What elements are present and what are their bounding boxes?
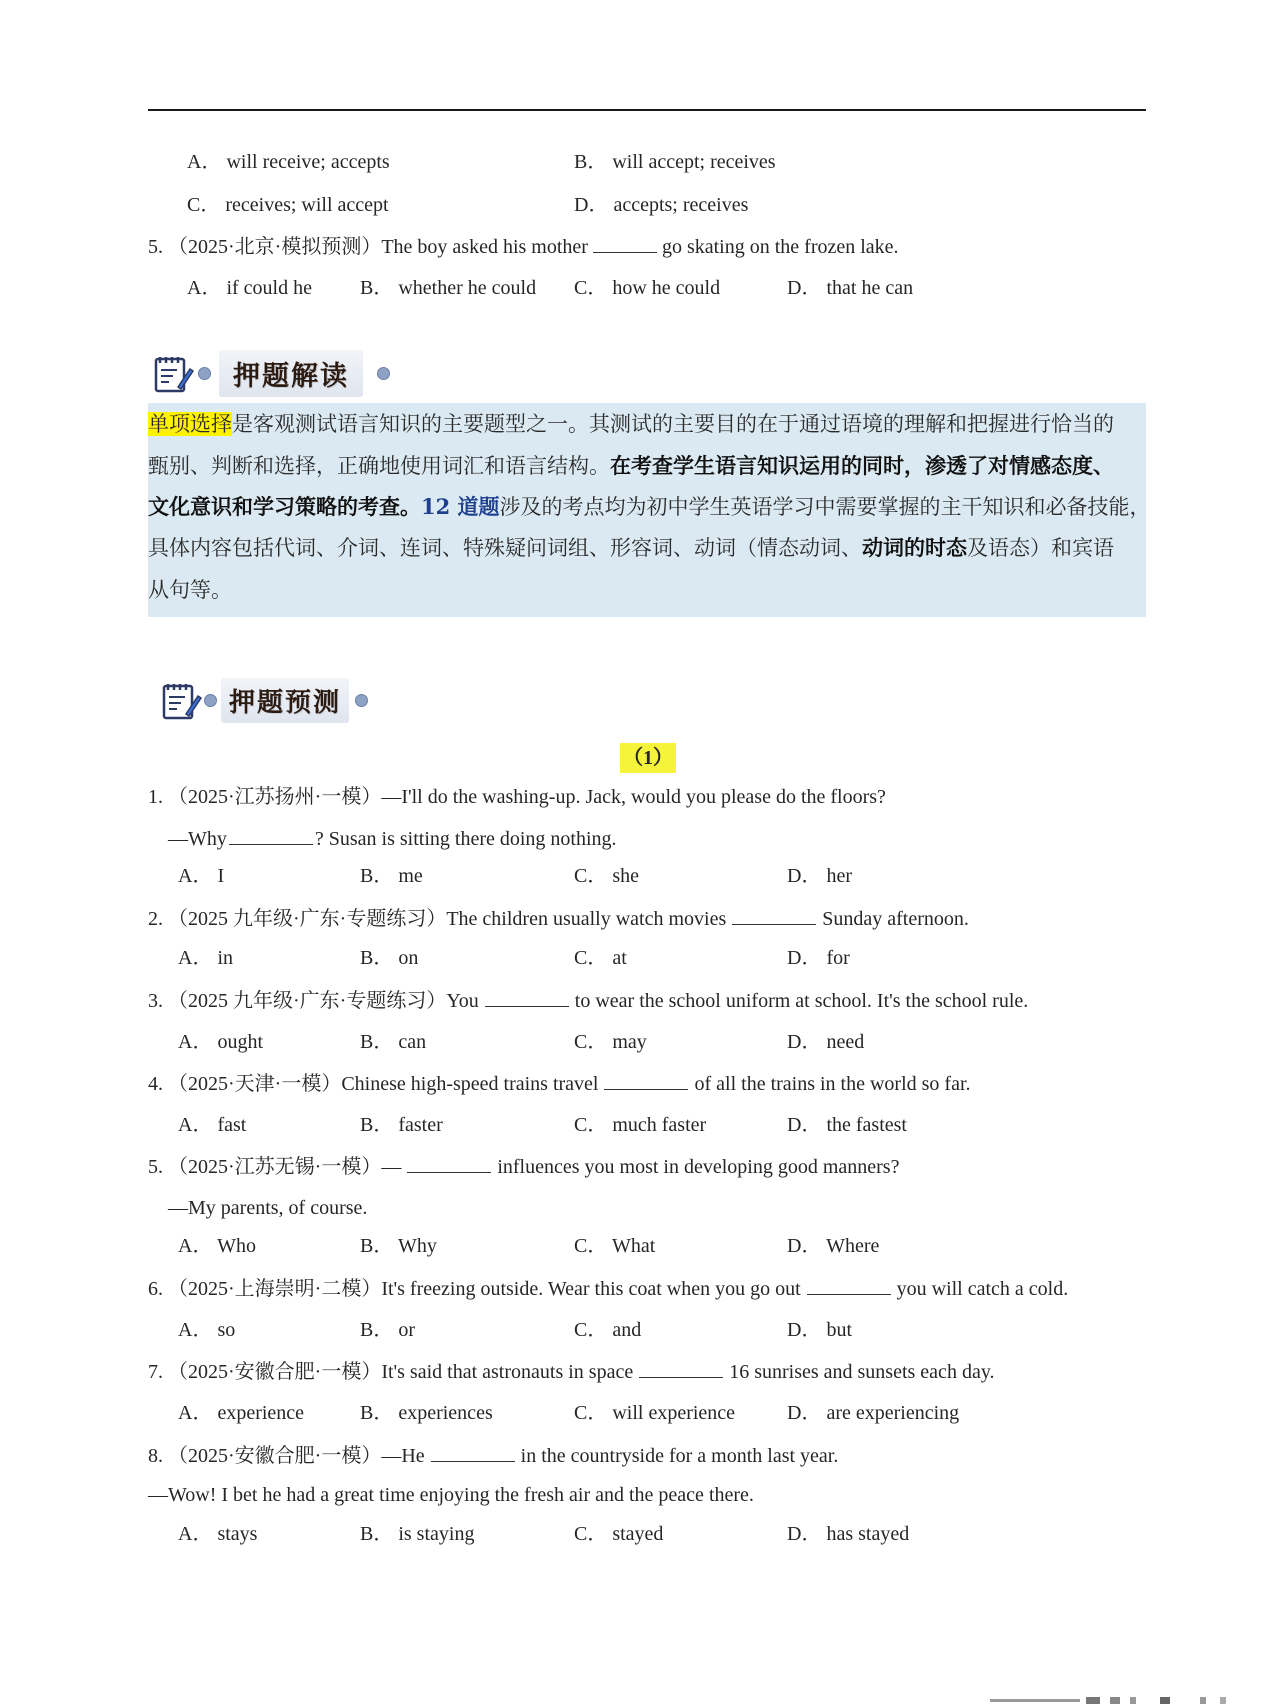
question-text: It's said that astronauts in space bbox=[381, 1361, 634, 1383]
interpret-segment: 涉及的考点均为初中学生英语学习中需要掌握的主干知识和必备技能， bbox=[499, 495, 1151, 519]
section-predict-header bbox=[160, 678, 368, 723]
answer-option: C． What bbox=[574, 1235, 656, 1257]
question-response bbox=[148, 1483, 754, 1507]
interpret-segment: 在考查学生语言知识运用的同时，渗透了对情感态度、 bbox=[610, 453, 1114, 478]
answer-blank bbox=[593, 234, 657, 253]
question-text: —I'll do the washing-up. Jack, would you please do the floors? bbox=[381, 786, 886, 808]
question-number: 5. bbox=[148, 1156, 168, 1178]
question-text: Chinese high-speed trains travel bbox=[341, 1073, 599, 1095]
answer-option: A． ought bbox=[178, 1031, 263, 1053]
question-text: ? Susan is sitting there doing nothing. bbox=[314, 828, 617, 850]
answer-option: B． on bbox=[360, 947, 419, 969]
answer-option: C． she bbox=[574, 865, 639, 887]
answer-option: A． stays bbox=[178, 1523, 258, 1545]
question-stem bbox=[148, 906, 969, 931]
answer-option: A． so bbox=[178, 1319, 236, 1341]
prev-option-a: A． will receive; accepts bbox=[187, 151, 390, 173]
question-number: 2. bbox=[148, 908, 168, 930]
question-stem bbox=[148, 1276, 1068, 1301]
question-5-top-stem: 5. （2025·北京·模拟预测）The boy asked his mother go skating on the frozen lake. bbox=[148, 236, 899, 258]
answer-blank bbox=[229, 826, 313, 845]
question-stem bbox=[148, 1359, 995, 1384]
answer-option: B． or bbox=[360, 1319, 415, 1341]
answer-option: D． her bbox=[787, 865, 852, 887]
question-text: —Why bbox=[168, 828, 227, 850]
q5-top-option-a: A． if could he bbox=[187, 277, 312, 299]
answer-option: A． Who bbox=[178, 1235, 256, 1257]
question-text: in the countryside for a month last year. bbox=[520, 1445, 839, 1467]
q5-top-option-c: C． how he could bbox=[574, 277, 721, 299]
question-response bbox=[168, 826, 617, 851]
q5-top-option-d: D． that he can bbox=[787, 277, 914, 299]
answer-option: A． experience bbox=[178, 1402, 305, 1424]
answer-blank bbox=[485, 988, 569, 1007]
question-stem bbox=[148, 785, 886, 809]
bullet-dot-icon bbox=[377, 367, 390, 380]
question-number: 1. bbox=[148, 786, 168, 808]
question-number: 3. bbox=[148, 990, 168, 1012]
prev-option-b: B． will accept; receives bbox=[574, 151, 776, 173]
header-rule bbox=[148, 109, 1146, 111]
answer-option: C． and bbox=[574, 1319, 642, 1341]
interpret-line bbox=[148, 535, 1114, 561]
interpret-segment: 动词的时态 bbox=[862, 535, 967, 560]
question-text: Sunday afternoon. bbox=[822, 908, 969, 930]
interpret-line bbox=[148, 411, 1114, 437]
interpret-segment: 从句等。 bbox=[148, 578, 232, 602]
answer-blank bbox=[407, 1154, 491, 1173]
question-source: （2025 九年级·广东·专题练习） bbox=[168, 990, 447, 1012]
answer-option: B． Why bbox=[360, 1235, 437, 1257]
question-text: —Wow! I bet he had a great time enjoying the fresh air and the peace there. bbox=[148, 1484, 754, 1506]
question-stem bbox=[148, 1154, 899, 1179]
answer-option: C． may bbox=[574, 1031, 647, 1053]
question-text: — bbox=[381, 1156, 402, 1178]
bullet-dot-icon bbox=[355, 694, 368, 707]
answer-option: C． stayed bbox=[574, 1523, 664, 1545]
interpret-segment: 及语态）和宾语 bbox=[967, 536, 1114, 560]
answer-option: D． for bbox=[787, 947, 850, 969]
question-source: （2025·安徽合肥·一模） bbox=[168, 1445, 382, 1467]
question-text: —My parents, of course. bbox=[168, 1197, 368, 1219]
answer-option: B． faster bbox=[360, 1114, 443, 1136]
answer-option: C． at bbox=[574, 947, 627, 969]
question-stem bbox=[148, 1443, 838, 1468]
question-number: 7. bbox=[148, 1361, 168, 1383]
interpret-segment: 甄别、判断和选择，正确地使用词汇和语言结构。 bbox=[148, 454, 610, 478]
prev-option-d: D． accepts; receives bbox=[574, 194, 749, 216]
answer-option: A． fast bbox=[178, 1114, 247, 1136]
interpret-segment: 12 道题 bbox=[421, 494, 500, 519]
page-footer-bar-icon bbox=[990, 1697, 1270, 1704]
bullet-dot-icon bbox=[198, 367, 211, 380]
question-number: 6. bbox=[148, 1278, 168, 1300]
interpret-segment: 文化意识和学习策略的考查。 bbox=[148, 494, 421, 519]
notepad-icon bbox=[160, 680, 202, 722]
question-text: of all the trains in the world so far. bbox=[694, 1073, 971, 1095]
question-stem bbox=[148, 988, 1028, 1013]
section-interpret-header bbox=[152, 350, 390, 397]
question-text: influences you most in developing good manners? bbox=[497, 1156, 900, 1178]
answer-option: D． Where bbox=[787, 1235, 880, 1257]
answer-blank bbox=[732, 906, 816, 925]
bullet-dot-icon bbox=[204, 694, 217, 707]
question-number: 4. bbox=[148, 1073, 168, 1095]
question-source: （2025·天津·一模） bbox=[168, 1073, 342, 1095]
question-source: （2025·江苏扬州·一模） bbox=[168, 786, 382, 808]
interpret-segment: 单项选择 bbox=[148, 412, 232, 436]
answer-option: C． will experience bbox=[574, 1402, 736, 1424]
question-text: 16 sunrises and sunsets each day. bbox=[729, 1361, 995, 1383]
interpret-line bbox=[148, 577, 232, 603]
prev-option-c: C． receives; will accept bbox=[187, 194, 389, 216]
answer-option: B． experiences bbox=[360, 1402, 493, 1424]
answer-option: D． the fastest bbox=[787, 1114, 907, 1136]
notepad-icon bbox=[152, 353, 194, 395]
question-stem bbox=[148, 1071, 971, 1096]
question-text: to wear the school uniform at school. It's the school rule. bbox=[574, 990, 1029, 1012]
answer-option: D． has stayed bbox=[787, 1523, 910, 1545]
interpret-line bbox=[148, 453, 1114, 479]
q5-top-option-b: B． whether he could bbox=[360, 277, 537, 299]
question-text: The children usually watch movies bbox=[446, 908, 727, 930]
answer-option: B． me bbox=[360, 865, 423, 887]
interpret-segment: 具体内容包括代词、介词、连词、特殊疑问词组、形容词、动词（情态动词、 bbox=[148, 536, 862, 560]
question-text: you will catch a cold. bbox=[896, 1278, 1069, 1300]
answer-blank bbox=[604, 1071, 688, 1090]
question-text: You bbox=[446, 990, 479, 1012]
interpret-line bbox=[148, 494, 1151, 520]
answer-option: B． is staying bbox=[360, 1523, 475, 1545]
answer-blank bbox=[431, 1443, 515, 1462]
answer-option: D． need bbox=[787, 1031, 865, 1053]
answer-option: B． can bbox=[360, 1031, 427, 1053]
question-response bbox=[168, 1196, 367, 1220]
question-source: （2025·江苏无锡·一模） bbox=[168, 1156, 382, 1178]
answer-option: D． are experiencing bbox=[787, 1402, 960, 1424]
answer-option: A． I bbox=[178, 865, 225, 887]
question-text: —He bbox=[381, 1445, 425, 1467]
interpret-segment: 是客观测试语言知识的主要题型之一。其测试的主要目的在于通过语境的理解和把握进行恰当的 bbox=[232, 412, 1114, 436]
answer-option: C． much faster bbox=[574, 1114, 707, 1136]
question-text: It's freezing outside. Wear this coat when you go out bbox=[381, 1278, 801, 1300]
question-source: （2025 九年级·广东·专题练习） bbox=[168, 908, 447, 930]
section-predict-title: 押题预测 bbox=[221, 678, 349, 723]
question-source: （2025·安徽合肥·一模） bbox=[168, 1361, 382, 1383]
answer-blank bbox=[639, 1359, 723, 1378]
question-source: （2025·上海崇明·二模） bbox=[168, 1278, 382, 1300]
answer-option: D． but bbox=[787, 1319, 852, 1341]
section-interpret-title: 押题解读 bbox=[219, 350, 363, 397]
question-number: 8. bbox=[148, 1445, 168, 1467]
answer-blank bbox=[807, 1276, 891, 1295]
answer-option: A． in bbox=[178, 947, 233, 969]
group-label: （1） bbox=[620, 743, 676, 773]
